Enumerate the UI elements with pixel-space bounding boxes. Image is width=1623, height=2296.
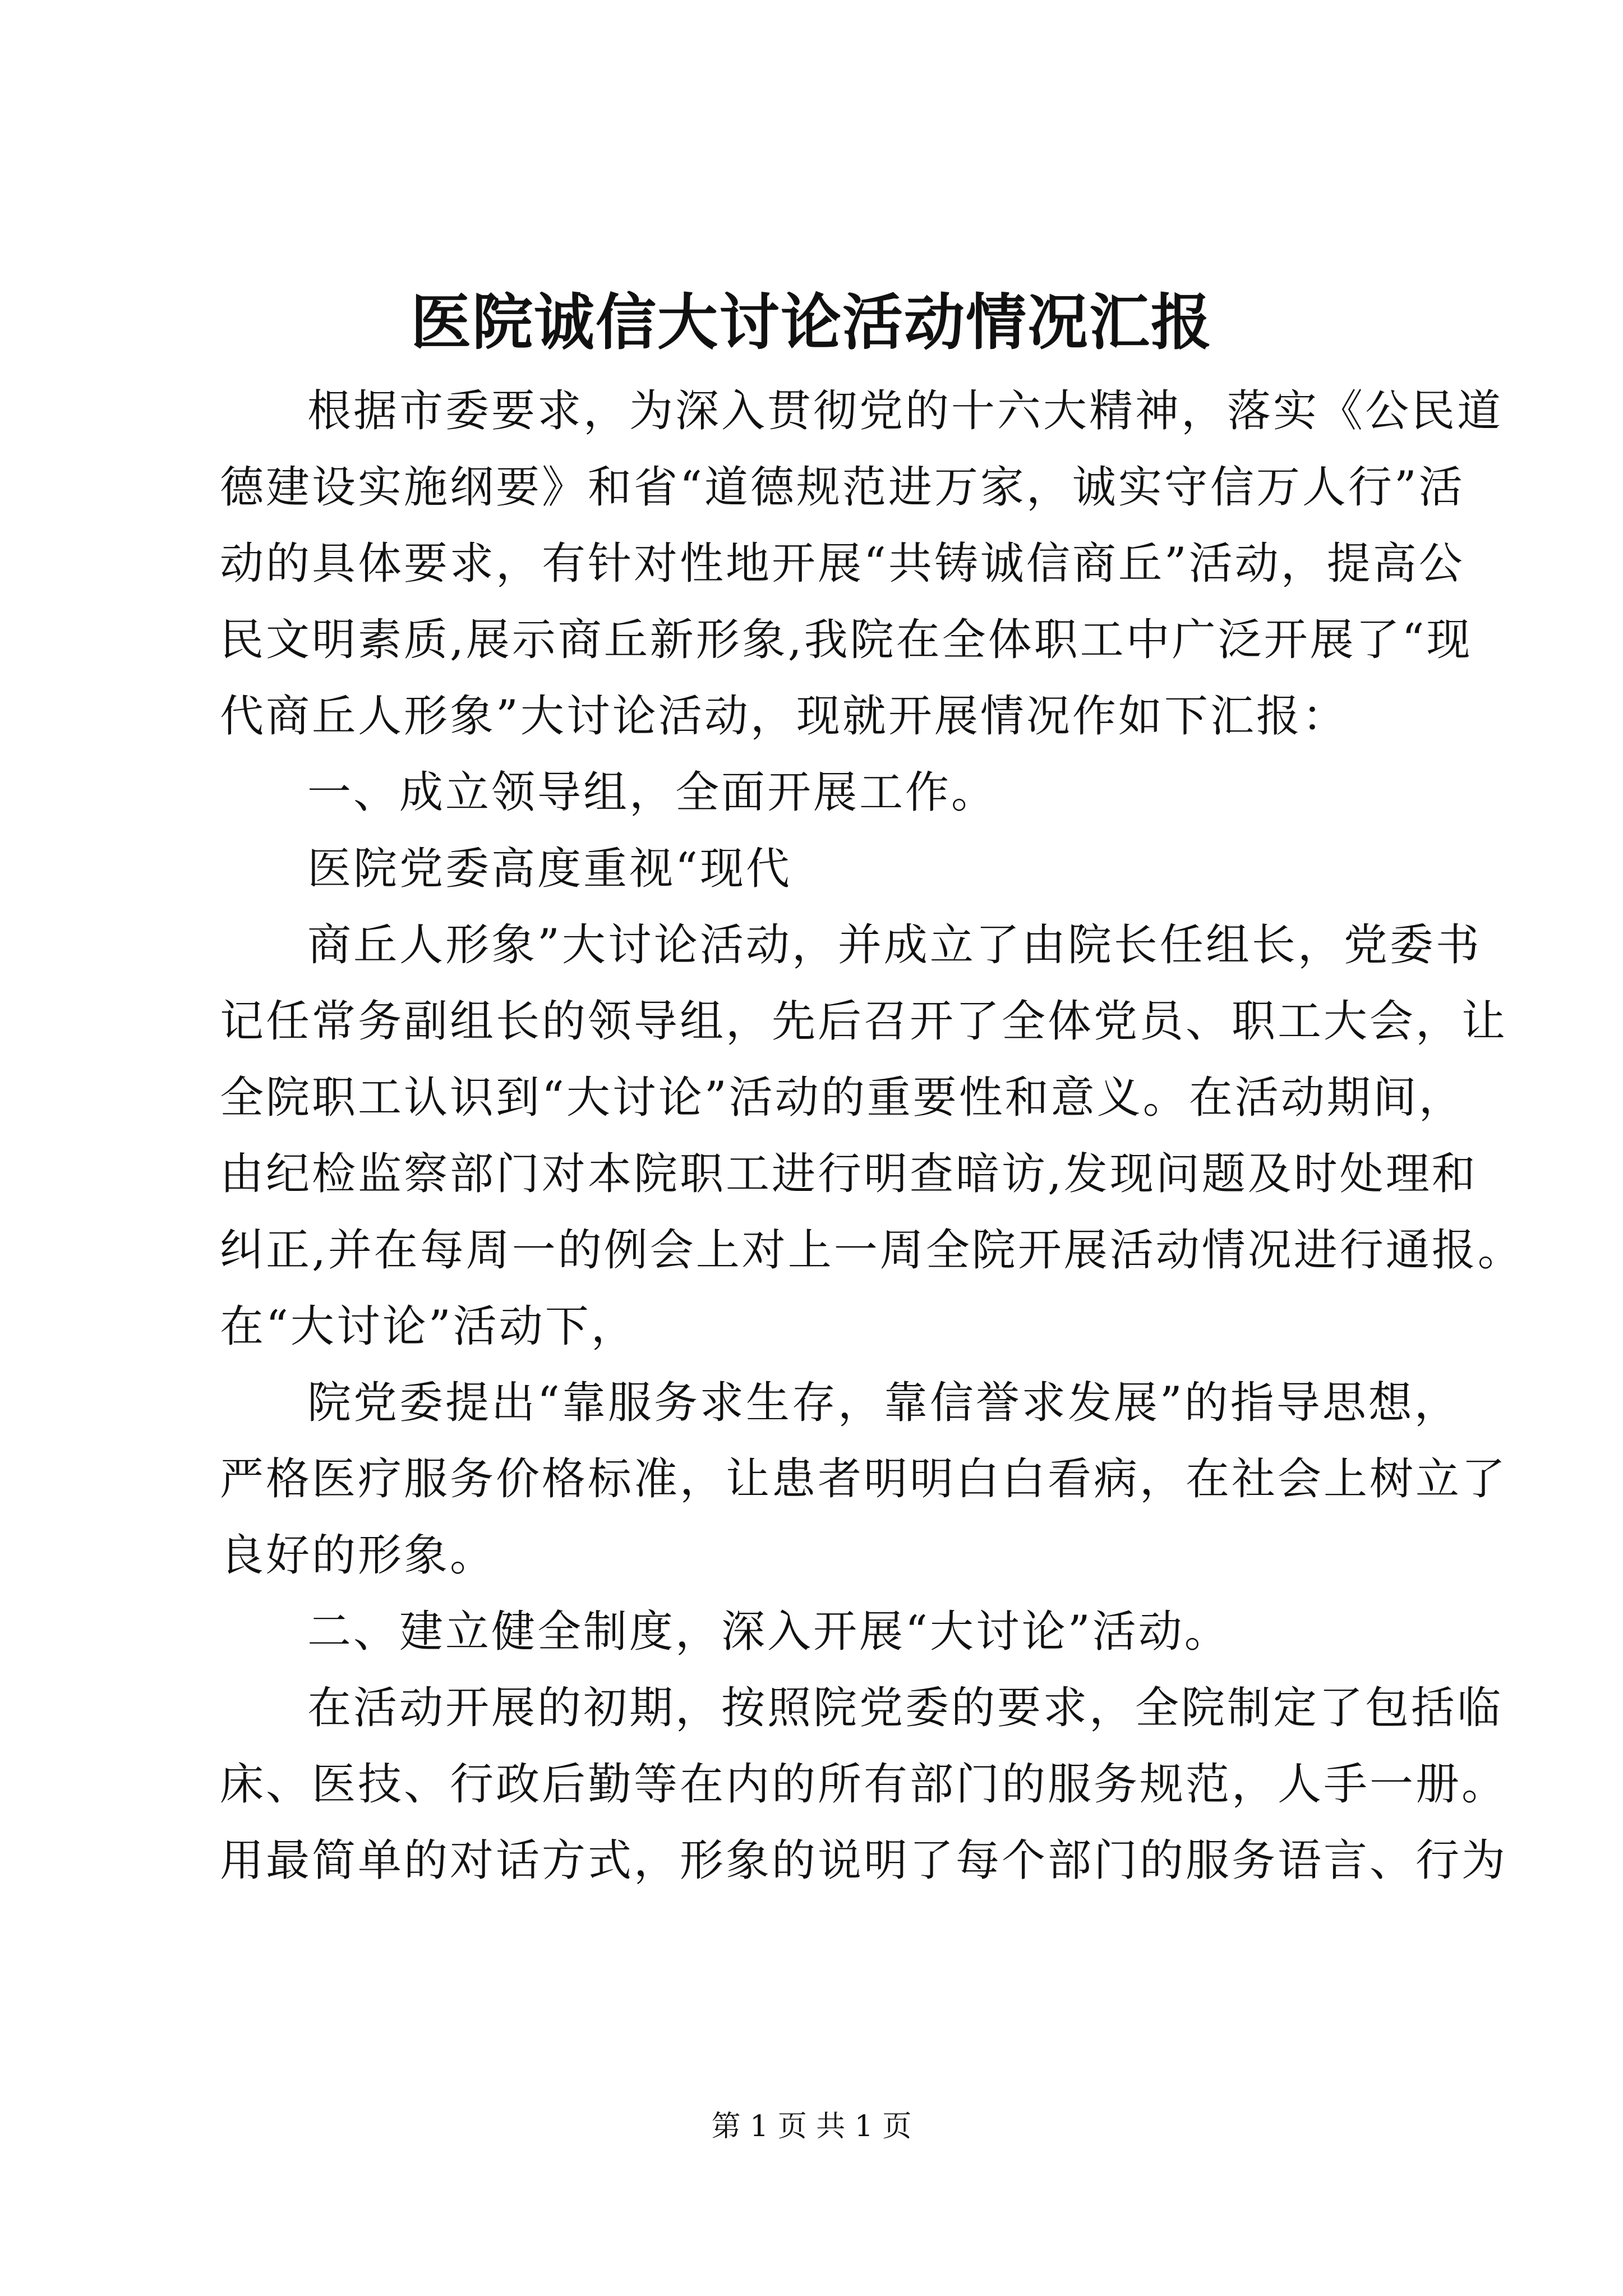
text-line: 在活动开展的初期，按照院党委的要求，全院制定了包括临 [307, 1683, 1504, 1733]
text-line: 在“大讨论”活动下， [220, 1301, 637, 1352]
text-line: 一、成立领导组，全面开展工作。 [307, 767, 998, 818]
text-line: 全院职工认识到“大讨论”活动的重要性和意义。在活动期间， [220, 1073, 1465, 1123]
text-line: 二、建立健全制度，深入开展“大讨论”活动。 [307, 1607, 1230, 1657]
text-line: 用最简单的对话方式，形象的说明了每个部门的服务语言、行为 [220, 1835, 1508, 1886]
text-line: 商丘人形象”大讨论活动，并成立了由院长任组长，党委书 [307, 920, 1482, 970]
document-body [220, 373, 1524, 1899]
text-line: 良好的形象。 [220, 1530, 496, 1581]
text-line: 由纪检监察部门对本院职工进行明查暗访,发现问题及时处理和 [220, 1149, 1478, 1199]
text-line: 纠正,并在每周一的例会上对上一周全院开展活动情况进行通报。 [220, 1225, 1524, 1276]
text-line: 床、医技、行政后勤等在内的所有部门的服务规范，人手一册。 [220, 1759, 1508, 1810]
text-line: 院党委提出“靠服务求生存，靠信誉求发展”的指导思想， [307, 1378, 1460, 1428]
text-line: 严格医疗服务价格标准，让患者明明白白看病，在社会上树立了 [220, 1454, 1508, 1504]
document-title: 医院诚信大讨论活动情况汇报 [410, 287, 1212, 358]
text-line: 记任常务副组长的领导组，先后召开了全体党员、职工大会，让 [220, 996, 1508, 1047]
text-line: 根据市委要求，为深入贯彻党的十六大精神，落实《公民道 [307, 386, 1504, 436]
text-line: 民文明素质,展示商丘新形象,我院在全体职工中广泛开展了“现 [220, 615, 1473, 665]
text-line: 代商丘人形象”大讨论活动，现就开展情况作如下汇报： [220, 691, 1348, 742]
text-line: 医院党委高度重视“现代 [307, 844, 792, 894]
text-line: 动的具体要求，有针对性地开展“共铸诚信商丘”活动，提高公 [220, 539, 1465, 589]
text-line: 德建设实施纲要》和省“道德规范进万家，诚实守信万人行”活 [220, 462, 1465, 513]
page-footer: 第 1 页 共 1 页 [711, 2110, 912, 2143]
